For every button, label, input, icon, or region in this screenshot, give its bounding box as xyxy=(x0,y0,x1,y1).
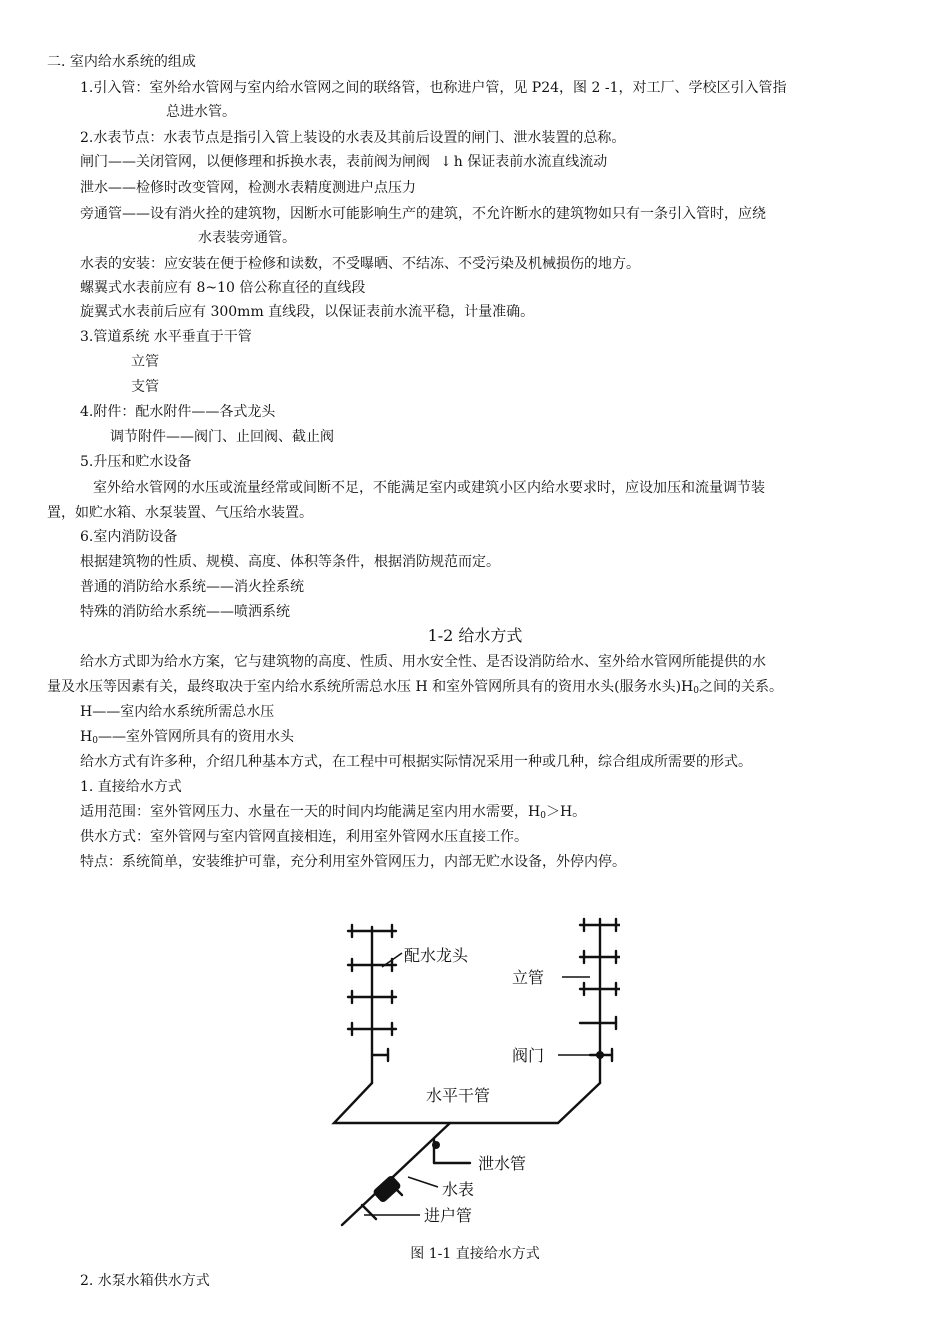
label-meter: 水表 xyxy=(442,1180,475,1199)
section-heading: 二. 室内给水系统的组成 xyxy=(47,54,196,70)
supply-para1-text-a: 量及水压等因素有关，最终取决于室内给水系统所需总水压 H 和室外管网所具有的资用水头(服务水头)H xyxy=(47,679,694,695)
def-h0-symbol: H xyxy=(80,729,93,745)
supply-para1-line-1: 给水方式即为给水方案，它与建筑物的高度、性质、用水安全性、是否设消防给水、室外给水管网所能提供的水 xyxy=(80,654,766,670)
direct-scope xyxy=(80,802,586,826)
fire-ordinary: 普通的消防给水系统——消火拴系统 xyxy=(80,579,304,595)
fire-basis: 根据建筑物的性质、规模、高度、体积等条件，根据消防规范而定。 xyxy=(80,554,500,570)
regulating-fittings: 调节附件——阀门、止回阀、截止阀 xyxy=(110,429,334,445)
water-meter-icon xyxy=(372,1174,402,1203)
direct-supply: 供水方式：室外管网与室内管网直接相连，利用室外管网水压直接工作。 xyxy=(80,829,528,845)
label-inlet: 进户管 xyxy=(424,1206,473,1225)
supply-para1-line-2 xyxy=(47,677,783,701)
intro-pipe-line-2: 总进水管。 xyxy=(166,104,236,120)
fire-heading: 6.室内消防设备 xyxy=(80,529,178,545)
def-h0 xyxy=(80,727,294,751)
direct-scope-text-a: 适用范围：室外管网压力、水量在一天的时间内均能满足室内用水需要，H xyxy=(80,804,541,820)
rotary-meter-line: 旋翼式水表前后应有 300mm 直线段，以保证表前水流平稳，计量准确。 xyxy=(80,304,535,320)
bypass-line-1: 旁通管——设有消火拴的建筑物，因断水可能影响生产的建筑，不允许断水的建筑物如只有一条引入管时，应绕 xyxy=(80,206,766,222)
gate-tail: h 保证表前水流直线流动 xyxy=(453,154,608,170)
intro-pipe-line-1: 1.引入管：室外给水管网与室内给水管网之间的联络管，也称进户管，见 P24，图 2 -1，对工厂、学校区引入管指 xyxy=(80,80,787,96)
direct-scope-subscript: 0 xyxy=(540,811,546,821)
direct-supply-diagram xyxy=(290,905,620,1235)
riser-item: 立管 xyxy=(131,354,159,370)
next-heading: 2. 水泵水箱供水方式 xyxy=(80,1273,210,1289)
def-h0-subscript: 0 xyxy=(92,736,98,746)
gate-line xyxy=(80,152,607,172)
supply-para1-text-b: 之间的关系。 xyxy=(698,679,783,695)
direct-scope-text-b: ＞H。 xyxy=(545,804,587,820)
meter-install-line: 水表的安装：应安装在便于检修和读数，不受曝晒、不结冻、不受污染及机械损伤的地方。 xyxy=(80,256,640,272)
pipeline-heading: 3.管道系统 水平垂直于干管 xyxy=(80,329,252,345)
meter-node-heading: 2.水表节点：水表节点是指引入管上装设的水表及其前后设置的闸门、泄水装置的总称。 xyxy=(80,130,626,146)
screw-meter-line: 螺翼式水表前应有 8~10 倍公称直径的直线段 xyxy=(80,280,366,296)
supply-modes-title: 1-2 给水方式 xyxy=(427,626,523,645)
def-h: H——室内给水系统所需总水压 xyxy=(80,704,275,720)
branch-item: 支管 xyxy=(131,379,159,395)
supply-para2: 给水方式有许多种，介绍几种基本方式，在工程中可根据实际情况采用一种或几种，综合组成所需要的形式。 xyxy=(80,754,752,770)
drain-line: 泄水——检修时改变管网，检测水表精度测进户点压力 xyxy=(80,180,416,196)
fire-special: 特殊的消防给水系统——喷洒系统 xyxy=(80,604,290,620)
gate-text: 闸门——关闭管网，以便修理和拆换水表，表前阀为闸阀 xyxy=(80,154,430,170)
boost-body-line-2: 置，如贮水箱、水泵装置、气压给水装置。 xyxy=(47,505,313,521)
label-riser: 立管 xyxy=(512,968,545,987)
figure-caption: 图 1-1 直接给水方式 xyxy=(410,1246,540,1262)
label-drain: 泄水管 xyxy=(478,1154,527,1173)
fittings-heading: 4.附件：配水附件——各式龙头 xyxy=(80,404,276,420)
direct-features: 特点：系统简单，安装维护可靠，充分利用室外管网压力，内部无贮水设备，外停内停。 xyxy=(80,854,626,870)
direct-heading: 1. 直接给水方式 xyxy=(80,779,182,795)
down-arrow-icon: ↓ xyxy=(440,154,452,170)
label-tap: 配水龙头 xyxy=(404,946,469,965)
h0-subscript: 0 xyxy=(693,686,699,696)
bypass-line-2: 水表装旁通管。 xyxy=(198,230,296,246)
boost-body-line-1: 室外给水管网的水压或流量经常或间断不足，不能满足室内或建筑小区内给水要求时，应设加压和流量调节装 xyxy=(93,480,765,496)
valve-icon xyxy=(596,1051,604,1059)
def-h0-text: ——室外管网所具有的资用水头 xyxy=(97,729,294,745)
boost-heading: 5.升压和贮水设备 xyxy=(80,454,192,470)
label-main: 水平干管 xyxy=(426,1086,491,1105)
label-valve: 阀门 xyxy=(512,1046,545,1065)
drain-valve-icon xyxy=(432,1141,440,1149)
